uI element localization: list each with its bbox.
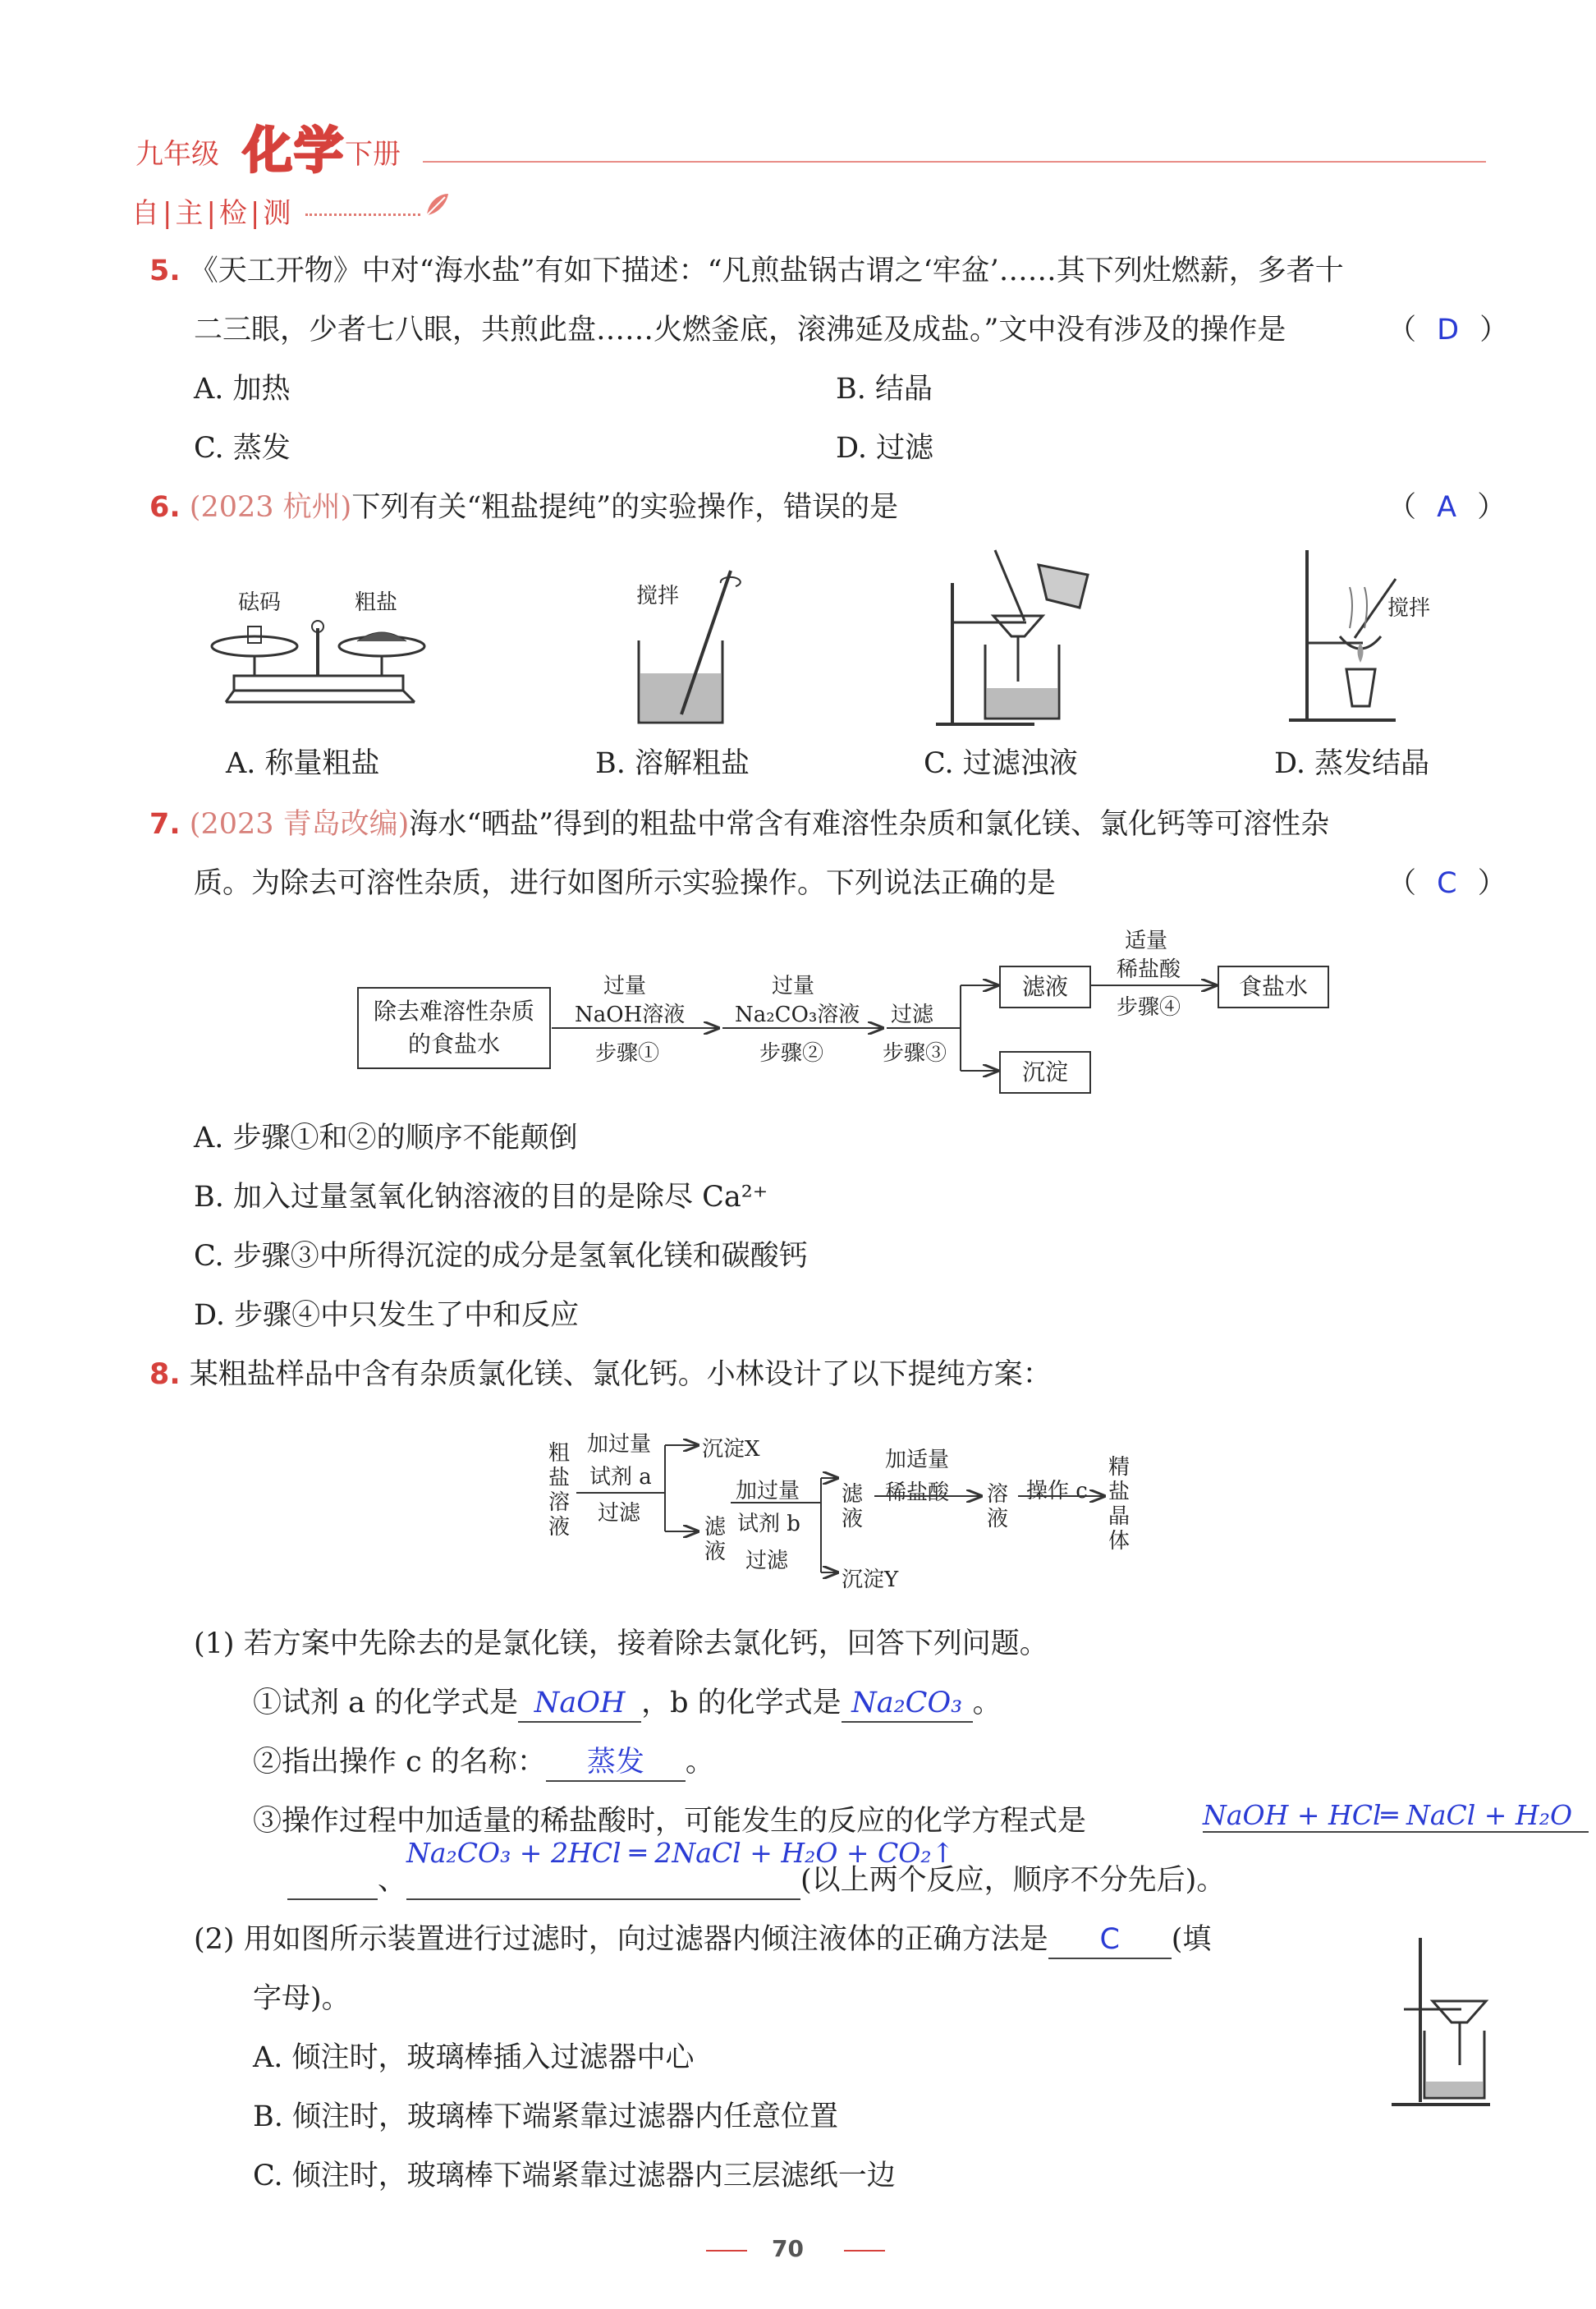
q8-p1-3-pre: ③操作过程中加适量的稀盐酸时，可能发生的反应的化学方程式是 (253, 1805, 1087, 1838)
q7-step1-top1: 过量 (603, 974, 647, 998)
q6-label-stir-d: 搅拌 (1387, 596, 1431, 621)
q5-option-a: A. 加热 (194, 373, 291, 406)
q7-flow-arrows (550, 961, 1223, 1100)
q8-flow-start: 粗盐溶液 (548, 1441, 571, 1540)
q8-p1-3-line2 (287, 1862, 1225, 1900)
q7-flow-start (357, 987, 551, 1069)
q8-part2-option-a: A. 倾注时，玻璃棒插入过滤器中心 (253, 2041, 695, 2074)
page-number-rule-left (706, 2250, 747, 2252)
q8-filtrate2: 滤液 (842, 1482, 864, 1531)
q8-acid-top2: 稀盐酸 (885, 1480, 950, 1505)
q7-answer-bracket: （ C ） (1387, 867, 1507, 900)
q8-a-bottom: 过滤 (598, 1501, 641, 1526)
q8-a-top2: 试剂 a (589, 1465, 652, 1490)
q7-option-a: A. 步骤①和②的顺序不能颠倒 (194, 1122, 578, 1154)
q7-source: (2023 青岛改编) (189, 808, 410, 841)
q7-option-d: D. 步骤④中只发生了中和反应 (194, 1299, 580, 1332)
q6-label-weight: 砝码 (238, 590, 282, 615)
q7-line1 (149, 806, 1329, 842)
page-number: 70 (772, 2235, 804, 2262)
q8-number: 8. (149, 1358, 181, 1391)
q8-precip-x: 沉淀X (702, 1437, 760, 1462)
q5-answer-bracket: （ D ） (1387, 314, 1509, 347)
q8-p1-3-answer1: NaOH + HCl═ NaCl + H₂O (1203, 1799, 1589, 1833)
q6-stem-line (149, 489, 898, 526)
q6-source: (2023 杭州) (189, 491, 352, 524)
q7-number: 7. (149, 808, 181, 841)
evaporation-figure (1281, 546, 1445, 731)
q8-b-top2: 试剂 b (737, 1512, 800, 1536)
q8-p1-1-answer-a: NaOH (518, 1685, 641, 1723)
q8-p1-1-end: 。 (972, 1687, 1002, 1719)
q6-option-a: A. 称量粗盐 (226, 747, 380, 780)
q6-label-stir-b: 搅拌 (636, 584, 680, 608)
q5-option-c: C. 蒸发 (194, 432, 291, 465)
q7-option-c: C. 步骤③中所得沉淀的成分是氢氧化镁和碳酸钙 (194, 1240, 808, 1273)
q8-acid-top1: 加适量 (885, 1448, 950, 1472)
q8-p1-3 (253, 1803, 1086, 1839)
q8-p1-2-answer: 蒸发 (546, 1744, 686, 1782)
q7-step4-top1: 适量 (1125, 929, 1168, 953)
q7-flow-end: 食盐水 (1218, 966, 1329, 1008)
q8-flow-arrows (575, 1437, 1117, 1585)
q5-line2: 二三眼，少者七八眼，共煎此盘……火燃釜底，滚沸延及成盐。”文中没有涉及的操作是 (194, 314, 1286, 347)
filtration-figure (936, 542, 1100, 731)
q7-step3-top: 过滤 (891, 1003, 934, 1027)
q6-stem: 下列有关“粗盐提纯”的实验操作，错误的是 (351, 491, 899, 524)
q8-filtrate1: 滤液 (704, 1515, 727, 1564)
q8-p1-3-sep: 、 (378, 1864, 407, 1897)
q8-p1-1-mid: ，b 的化学式是 (641, 1687, 842, 1719)
q7-step1-top2: NaOH溶液 (575, 1003, 686, 1027)
q8-p1-1-answer-b: Na₂CO₃ (842, 1685, 973, 1723)
header-grade: 九年级 (135, 138, 219, 171)
section-title: 自|主|检|测 (131, 197, 295, 230)
q7-step2-top1: 过量 (772, 974, 815, 998)
q6-option-d: D. 蒸发结晶 (1274, 747, 1430, 780)
q8-b-top1: 加过量 (736, 1479, 800, 1503)
q8-a-top1: 加过量 (587, 1432, 652, 1457)
q7-line2: 质。为除去可溶性杂质，进行如图所示实验操作。下列说法正确的是 (194, 867, 1057, 900)
q7-step3-bottom: 步骤③ (883, 1041, 947, 1066)
q7-answer: C (1437, 867, 1457, 900)
header-subject: 化学 (243, 122, 345, 180)
q8-p1-2-end: 。 (685, 1746, 714, 1779)
q8-p1-1-pre: ①试剂 a 的化学式是 (253, 1687, 519, 1719)
q6-number: 6. (149, 491, 181, 524)
q5-option-b: B. 结晶 (836, 373, 933, 406)
q7-step1-bottom: 步骤① (595, 1041, 660, 1066)
q8-precip-y: 沉淀Y (842, 1568, 899, 1592)
header-rule (423, 161, 1486, 163)
q7-option-b: B. 加入过量氢氧化钠溶液的目的是除尽 Ca²⁺ (194, 1181, 768, 1214)
q8-part2-line1 (194, 1921, 1211, 1959)
q8-p1-3-answer2: Na₂CO₃ + 2HCl ═ 2NaCl + H₂O + CO₂↑ (406, 1837, 955, 1869)
q6-answer-bracket: （ A ） (1387, 491, 1507, 524)
q8-op-c: 操作 c (1026, 1479, 1088, 1503)
q7-flow-filtrate: 滤液 (999, 966, 1091, 1008)
q8-p1-2 (253, 1744, 714, 1782)
q7-text1: 海水“晒盐”得到的粗盐中常含有难溶性杂质和氯化镁、氯化钙等可溶性杂 (409, 808, 1330, 841)
q6-option-b: B. 溶解粗盐 (595, 747, 750, 780)
q6-answer: A (1437, 491, 1457, 524)
q8-part2-tail: (填 (1171, 1923, 1212, 1956)
q8-part2-option-b: B. 倾注时，玻璃棒下端紧靠过滤器内任意位置 (253, 2100, 838, 2133)
q7-step4-top2: 稀盐酸 (1117, 957, 1181, 982)
header-volume: 下册 (345, 138, 401, 171)
q7-step2-top2: Na₂CO₃溶液 (735, 1003, 860, 1027)
q8-part2-answer: C (1048, 1921, 1172, 1959)
q8-b-bottom: 过滤 (745, 1549, 789, 1573)
q7-step4-bottom: 步骤④ (1117, 995, 1181, 1020)
q8-p1-3-end: (以上两个反应，顺序不分先后)。 (800, 1864, 1226, 1897)
section-dots (305, 213, 420, 216)
q5-line1 (149, 253, 1344, 289)
q7-flow-start-l1: 除去难溶性杂质 (373, 998, 534, 1025)
q8-stem: 某粗盐样品中含有杂质氯化镁、氯化钙。小林设计了以下提纯方案： (189, 1358, 1052, 1391)
q8-solution: 溶液 (987, 1482, 1009, 1531)
balance-figure (209, 612, 431, 723)
beaker-dissolve-figure (632, 567, 747, 731)
q8-p1-1 (253, 1685, 1002, 1723)
q8-part2-stem: (2) 用如图所示装置进行过滤时，向过滤器内倾注液体的正确方法是 (194, 1923, 1048, 1956)
q7-step2-bottom: 步骤② (759, 1041, 824, 1066)
q8-part2-option-c: C. 倾注时，玻璃棒下端紧靠过滤器内三层滤纸一边 (253, 2160, 896, 2192)
q7-flow-precipitate: 沉淀 (999, 1051, 1091, 1094)
q5-text1: 《天工开物》中对“海水盐”有如下描述：“凡煎盐锅古谓之‘牢盆’……其下列灶燃薪，多者十 (189, 255, 1344, 287)
q7-flow-start-l2: 的食盐水 (407, 1031, 500, 1058)
q8-stem-line (149, 1356, 1052, 1393)
page-number-rule-right (844, 2250, 885, 2252)
q8-part2-line2: 字母)。 (253, 1982, 351, 2015)
q5-option-d: D. 过滤 (836, 432, 934, 465)
q6-option-c: C. 过滤浊液 (924, 747, 1078, 780)
q8-product: 精盐晶体 (1108, 1455, 1130, 1554)
q8-p1-2-pre: ②指出操作 c 的名称： (253, 1746, 546, 1779)
filter-apparatus-figure (1387, 1934, 1502, 2110)
q8-p1-3-blank2 (406, 1862, 800, 1900)
q8-p1-3-blank1 (287, 1862, 378, 1900)
q6-label-crude-salt: 粗盐 (355, 590, 398, 615)
leaf-icon (420, 189, 453, 222)
q5-number: 5. (149, 255, 181, 287)
q5-answer: D (1437, 314, 1460, 347)
q8-part1-intro: (1) 若方案中先除去的是氯化镁，接着除去氯化钙，回答下列问题。 (194, 1627, 1048, 1660)
